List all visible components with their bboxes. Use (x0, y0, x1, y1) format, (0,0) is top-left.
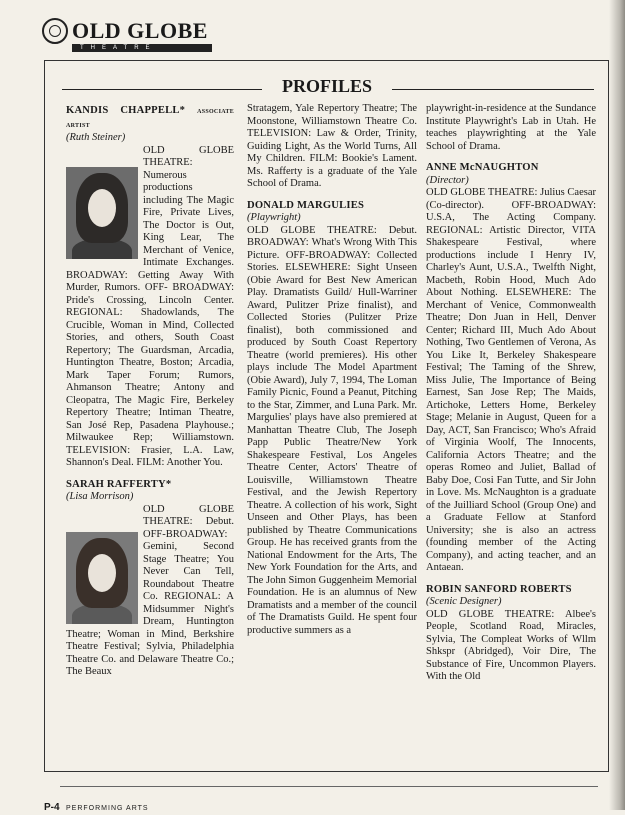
profile-bio: OLD GLOBE THEATRE: Debut. OFF-BROADWAY: Gemini, Second Stage Theatre; You Never Can Tell, Roundabout Theatre Co. REGIONAL: A Midsummer Night's Dream, Huntington Theatre; Woman in Mind, Berkshire Theatre Festival; Sylvia, Philadelphia Theatre Co. and Delaware Theatre Co.; The Beaux (66, 503, 234, 677)
profile-role: (Scenic Designer) (426, 596, 502, 607)
footer (44, 797, 149, 813)
column-3 (426, 103, 596, 684)
profile-name: KANDIS CHAPPELL* ASSOCIATE ARTIST (66, 105, 234, 129)
section-header (62, 78, 594, 100)
logo-name: OLD GLOBE (72, 18, 208, 43)
profile-bio: OLD GLOBE THEATRE: Julius Caesar (Co-director). OFF-BROADWAY: U.S.A, The Acting Company. REGIONAL: Artistic Director, VITA Shakespeare Festival, where productions include I Henry IV, Charley's Aunt, U.S.A., Twelfth Night, Macbeth, Robin Hood, Much Ado About Nothing. ELSEWHERE: The Merchant of Venice, Commonwealth Theatre; Don Juan in Hell, Denver Center; Richard III, Much Ado About Nothing, Two Gentlemen of Verona, As You Like It, Berkeley Shakespeare Festival; The Taming of the Shrew, Miss Julie, The Importance of Being Earnest, San Jose Rep; The Maids, Artichoke, Letters Home, Berkeley Stage; Melanie in August, Queen for a Day, ACT, San Francisco; Who's Afraid of Virginia Woolf, The Innocents, California Actors Theatre; and the operas Romeo and Juliet, Ballad of Baby Doe, Cosi Fan Tutte, and Sir John in Love. Ms. McNaughton is a graduate of the Juilliard School (Group One) and a Graduate Fellow at Stanford University; she is also an actress (founding member of the Acting Company), and acting teacher, and an Antaean. (426, 187, 596, 573)
profile-name: SARAH RAFFERTY* (66, 478, 172, 490)
globe-icon (42, 18, 68, 44)
profile-name: DONALD MARGULIES (247, 199, 365, 211)
profile-name: ANNE McNAUGHTON (426, 162, 539, 173)
profile-role: (Ruth Steiner) (66, 132, 126, 143)
divider (62, 89, 262, 90)
sallys-ad-container (60, 786, 598, 788)
logo-bar: THEATRE (72, 44, 212, 52)
profile-role: (Lisa Morrison) (66, 491, 134, 502)
profile-role: (Playwright) (247, 212, 301, 223)
profile-bio: playwright-in-residence at the Sundance Institute Playwright's Lab in Utah. He teaches playwrighting at the Yale School of Drama. (426, 103, 596, 152)
page-gutter-shadow (609, 0, 625, 810)
headshot-photo (66, 167, 138, 259)
headshot-photo (66, 532, 138, 624)
profile-role: (Director) (426, 174, 469, 186)
profile-name: ROBIN SANFORD ROBERTS (426, 583, 572, 595)
divider (392, 89, 594, 90)
profile-bio: Stratagem, Yale Repertory Theatre; The Moonstone, Williamstown Theatre Co. TELEVISION: Law & Order, Trinity, Guiding Light, As the World Turns, All My Children. FILM: Bookie's Lament. Ms. Rafferty is a graduate of the Yale School of Drama. (247, 103, 417, 189)
publication-name: PERFORMING ARTS (66, 805, 149, 812)
profile-bio: OLD GLOBE THEATRE: Albee's People, Scotland Road, Miracles, Sylvia, The Compleat Works of Wllm Shkspr (Abridged), Voir Dire, The Substance of Fire, Uncommon Players. With the Old (426, 608, 596, 682)
profile-bio: OLD GLOBE THEATRE: Debut. BROADWAY: What's Wrong With This Picture. OFF-BROADWAY: Collected Stories. ELSEWHERE: Sight Unseen (Obie Award for Best New American Play. Dramatists Guild/ Hull-Warriner Award, Pulitzer Prize finalist), and Collected Stories (Pulitzer Prize finalist), both commissioned and produced by South Coast Repertory Theatre (world premieres). His other plays include The Model Apartment (Obie Award), July 7, 1994, The Loman Family Picnic, Found a Peanut, Pitching to the Star, Zimmer, and Luna Park. Mr. Margulies' plays have also premiered at Manhattan Theatre Club, The Joseph Papp Public Theatre/New York Shakespeare Festival, Los Angeles Theatre Center, Actors' Theatre of Louisville, Williamstown Theatre Festival, and the Jewish Repertory Theatre. A collection of his work, Sight Unseen and Other Plays, has been published by Theatre Communications Group. He has received grants from the National Endowment for the Arts, The New York Foundation for the Arts, and The John Simon Guggenheim Memorial Foundation. He is an alumnus of New Dramatists and a member of the council of The Dramatists Guild. He spent four productive summers as a (247, 224, 417, 636)
column-1 (66, 103, 234, 679)
page-number: P-4 (44, 802, 60, 813)
old-globe-logo (42, 14, 292, 54)
column-2 (247, 103, 417, 637)
section-title: PROFILES (281, 76, 373, 96)
profile-bio: OLD GLOBE THEATRE: Numerous productions including The Magic Fire, Private Lives, The Doctor is Out, King Lear, The Merchant of Venice, Intimate Exchanges. BROADWAY: Getting Away With Murder, Rumors. OFF- BROADWAY: Pride's Crossing, Lincoln Center. REGIONAL: Shadowlands, The Crucible, Woman in Mind, Collected Stories, and others, South Coast Repertory; The Guardsman, Arcadia, Huntington Theatre, Boston; Arcadia, Mark Taper Forum; Rumors, Ahmanson Theatre; Antony and Cleopatra, The Magic Fire, Berkeley Repertory Theatre; Intiman Theatre, San José Rep, Pasadena Playhouse.; Milwaukee Rep; Williamstown. TELEVISION: Frasier, L.A. Law, Shannon's Deal. FILM: Another You. (66, 144, 234, 468)
